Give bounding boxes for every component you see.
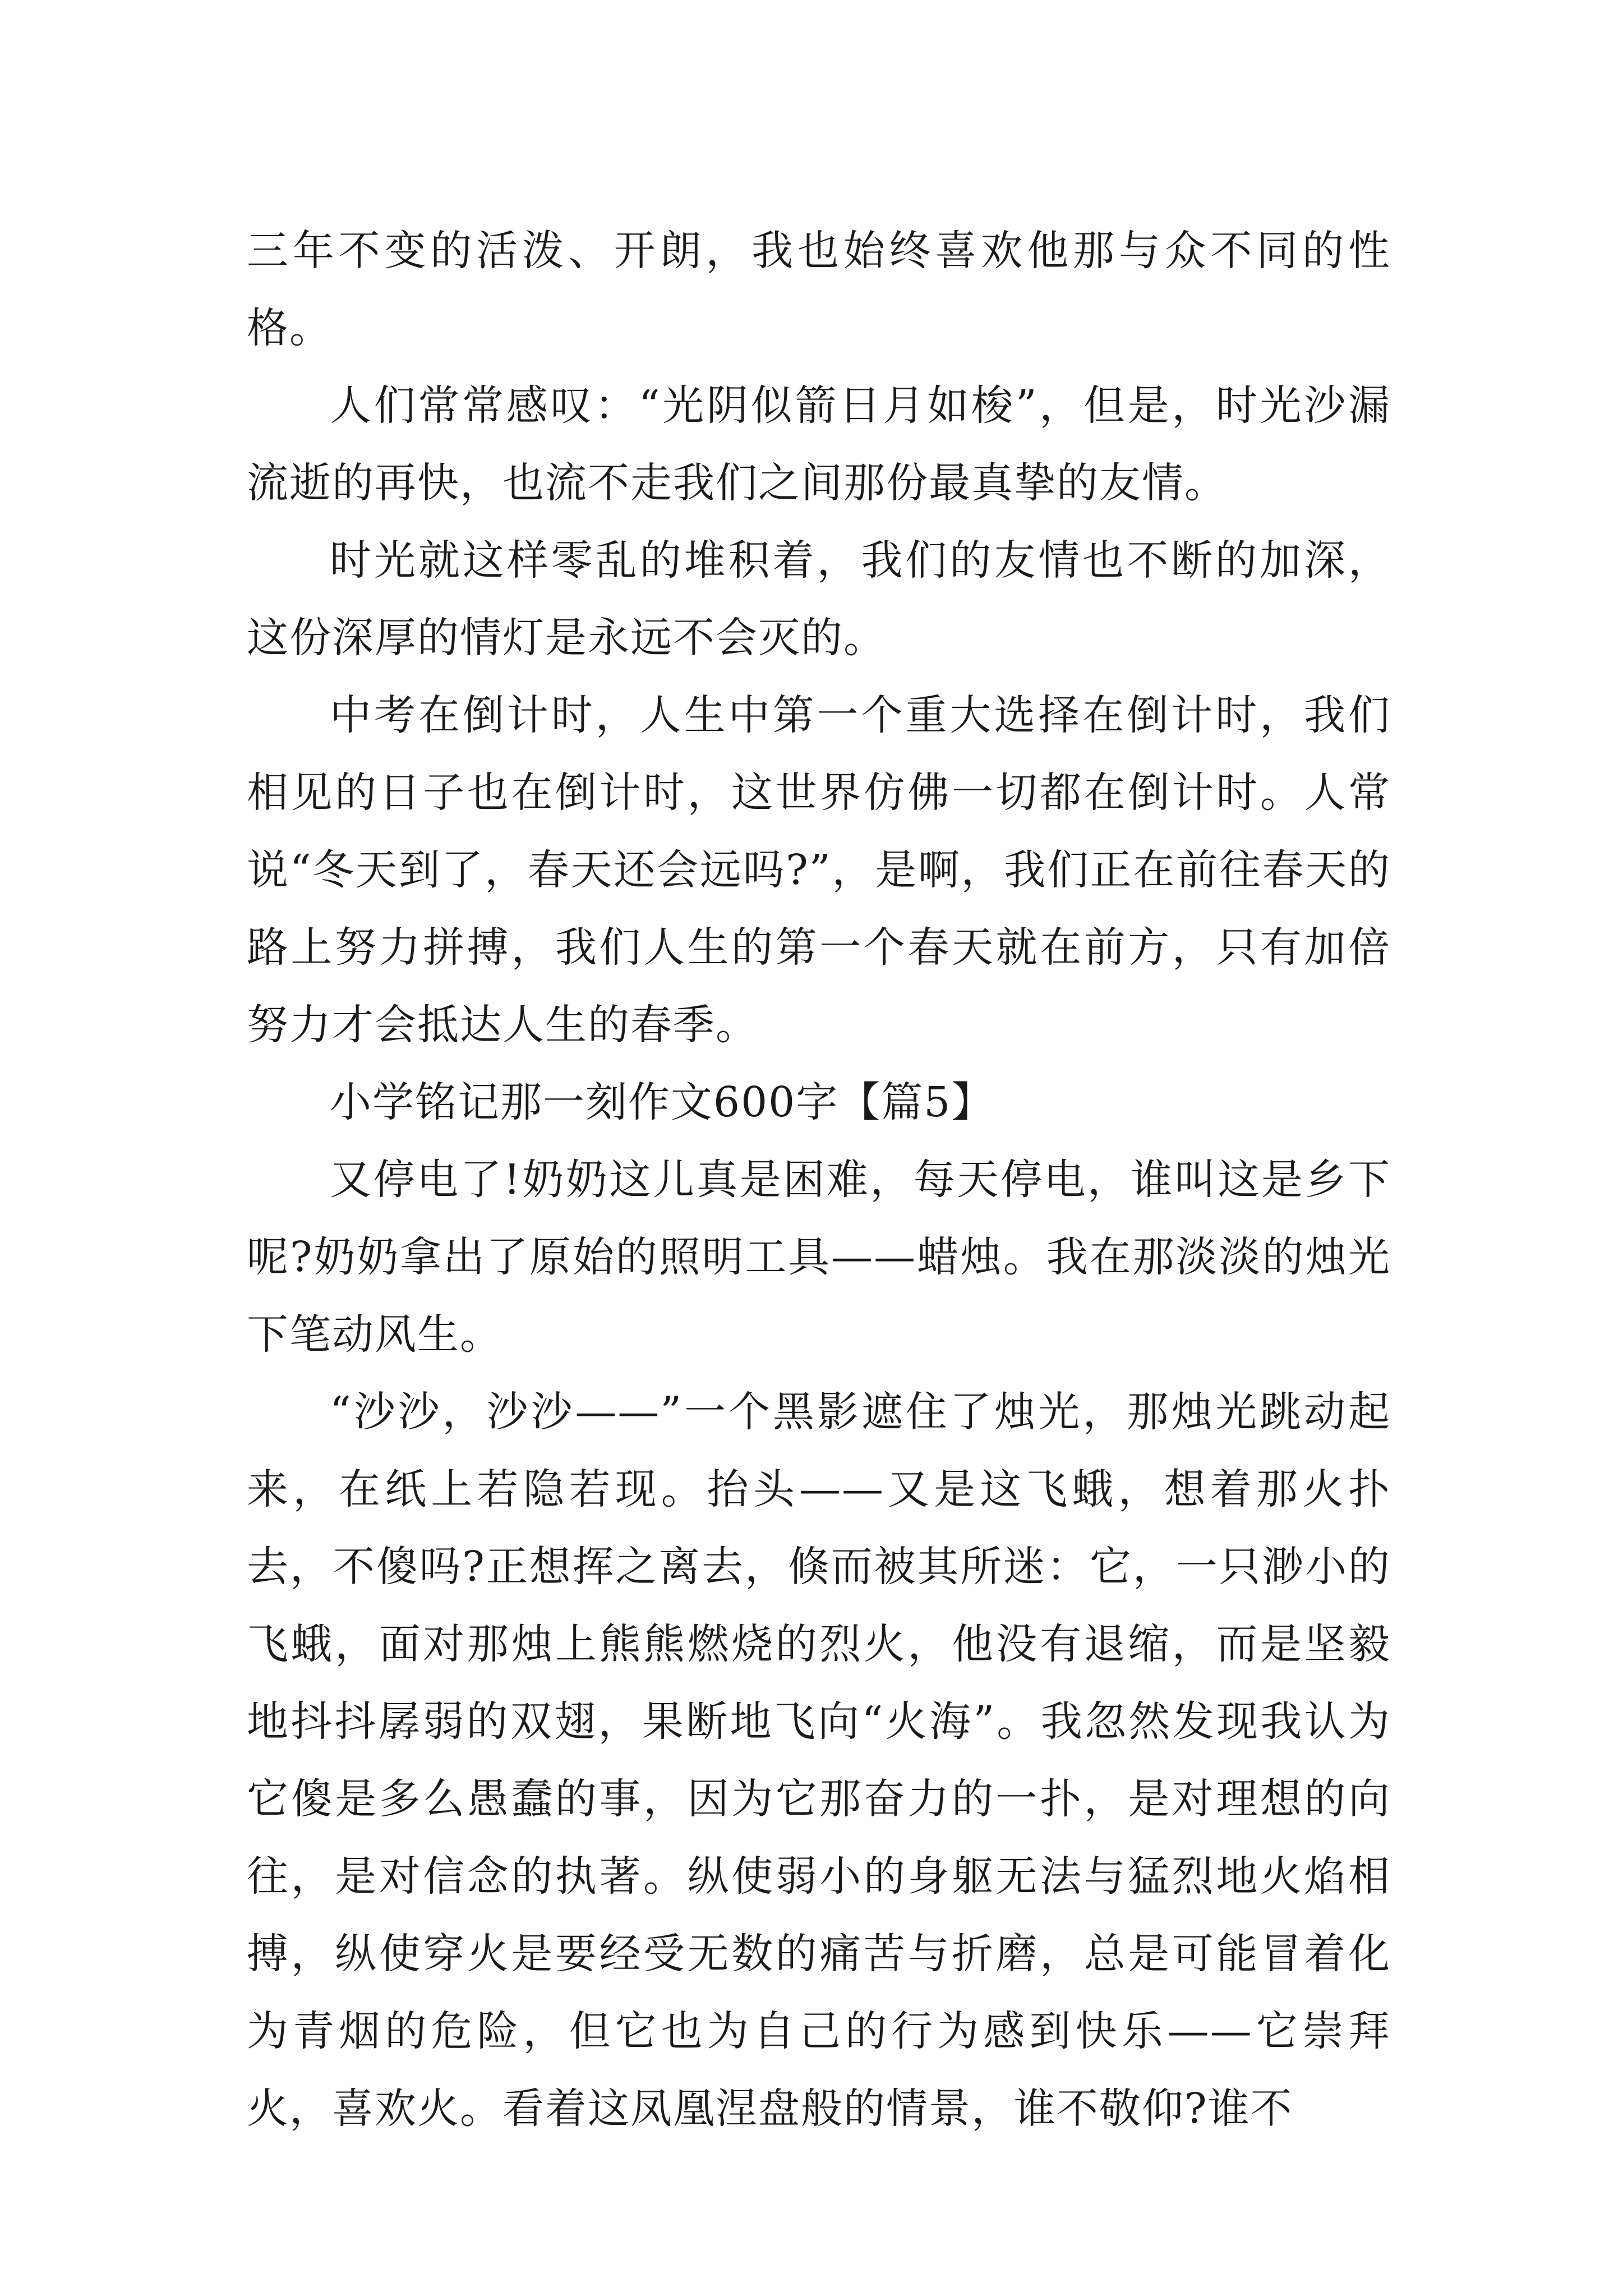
paragraph: 时光就这样零乱的堆积着，我们的友情也不断的加深，这份深厚的情灯是永远不会灭的。 [247,536,1391,662]
paragraph: 人们常常感叹：“光阴似箭日月如梭”，但是，时光沙漏流逝的再快，也流不走我们之间那份最真挚的友情。 [247,381,1391,507]
paragraph: “沙沙，沙沙——”一个黑影遮住了烛光，那烛光跳动起来，在纸上若隐若现。抬头——又是这飞蛾，想着那火扑去，不傻吗?正想挥之离去，倏而被其所迷：它，一只渺小的飞蛾，面对那烛上熊熊燃烧的烈火，他没有退缩，而是坚毅地抖抖孱弱的双翅，果断地飞向“火海”。我忽然发现我认为它傻是多么愚蠢的事，因为它那奋力的一扑，是对理想的向往，是对信念的执著。纵使弱小的身躯无法与猛烈地火焰相搏，纵使穿火是要经受无数的痛苦与折磨，总是可能冒着化为青烟的危险，但它也为自己的行为感到快乐——它崇拜火，喜欢火。看着这凤凰涅盘般的情景，谁不敬仰?谁不 [247,1388,1391,2133]
paragraph: 又停电了!奶奶这儿真是困难，每天停电，谁叫这是乡下呢?奶奶拿出了原始的照明工具——蜡烛。我在那淡淡的烛光下笔动风生。 [247,1156,1391,1359]
document-body [247,212,1391,2147]
paragraph: 中考在倒计时，人生中第一个重大选择在倒计时，我们相见的日子也在倒计时，这世界仿佛一切都在倒计时。人常说“冬天到了，春天还会远吗?”，是啊，我们正在前往春天的路上努力拼搏，我们人生的第一个春天就在前方，只有加倍努力才会抵达人生的春季。 [247,691,1391,1049]
section-heading: 小学铭记那一刻作文600字【篇5】 [330,1078,994,1126]
paragraph-continued: 三年不变的活泼、开朗，我也始终喜欢他那与众不同的性格。 [247,227,1391,352]
